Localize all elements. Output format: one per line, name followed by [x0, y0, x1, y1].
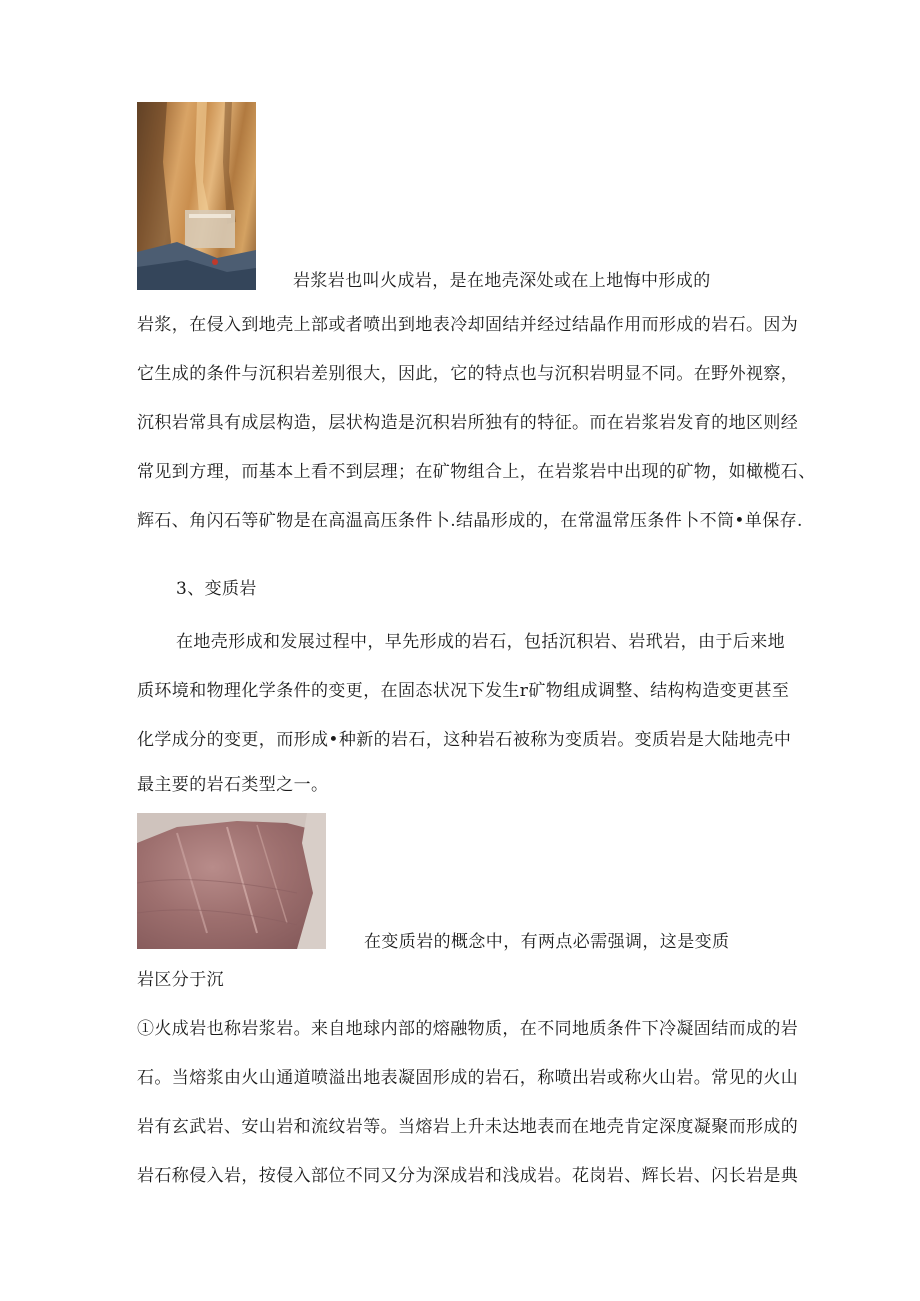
caption-line: 在变质岩的概念中，有两点必需强调，这是变质: [364, 932, 730, 952]
metamorphic-rock-art: [137, 813, 326, 949]
igneous-rock-art: [137, 102, 256, 290]
igneous-rock-photo: [137, 102, 256, 290]
section-heading: 3、变质岩: [176, 579, 257, 599]
text-line: 最主要的岩石类型之一。: [137, 775, 329, 795]
text-line: 常见到方理，而基本上看不到层理；在矿物组合上，在岩浆岩中出现的矿物，如橄榄石、: [137, 462, 816, 482]
text-line: 石。当熔浆由火山通道喷溢出地表凝固形成的岩石，称喷出岩或称火山岩。常见的火山: [137, 1068, 799, 1088]
text-line: 它生成的条件与沉积岩差别很大，因此，它的特点也与沉积岩明显不同。在野外视察，: [137, 364, 799, 384]
text-line: 质环境和物理化学条件的变更，在固态状况下发生r矿物组成调整、结构构造变更甚至: [137, 681, 790, 701]
caption-line-continued: 岩区分于沉: [137, 970, 224, 990]
metamorphic-rock-photo: [137, 813, 326, 949]
text-line: 辉石、角闪石等矿物是在高温高压条件卜.结晶形成的，在常温常压条件卜不筒•单保存.: [137, 511, 803, 531]
text-line: 在地壳形成和发展过程中，早先形成的岩石，包括沉积岩、岩玳岩，由于后来地: [176, 632, 785, 652]
caption-line: 岩浆岩也叫火成岩，是在地壳深处或在上地悔中形成的: [293, 271, 711, 291]
text-line: 沉积岩常具有成层构造，层状构造是沉积岩所独有的特征。而在岩浆岩发育的地区则经: [137, 413, 799, 433]
text-line: 化学成分的变更，而形成•种新的岩石，这种岩石被称为变质岩。变质岩是大陆地壳中: [137, 730, 792, 750]
text-line: 岩石称侵入岩，按侵入部位不同又分为深成岩和浅成岩。花岗岩、辉长岩、闪长岩是典: [137, 1166, 799, 1186]
text-line: 岩有玄武岩、安山岩和流纹岩等。当熔岩上升未达地表而在地壳肯定深度凝聚而形成的: [137, 1117, 799, 1137]
text-line: 岩浆，在侵入到地壳上部或者喷出到地表冷却固结并经过结晶作用而形成的岩石。因为: [137, 315, 799, 335]
text-line: ①火成岩也称岩浆岩。来自地球内部的熔融物质，在不同地质条件下冷凝固结而成的岩: [137, 1019, 799, 1039]
